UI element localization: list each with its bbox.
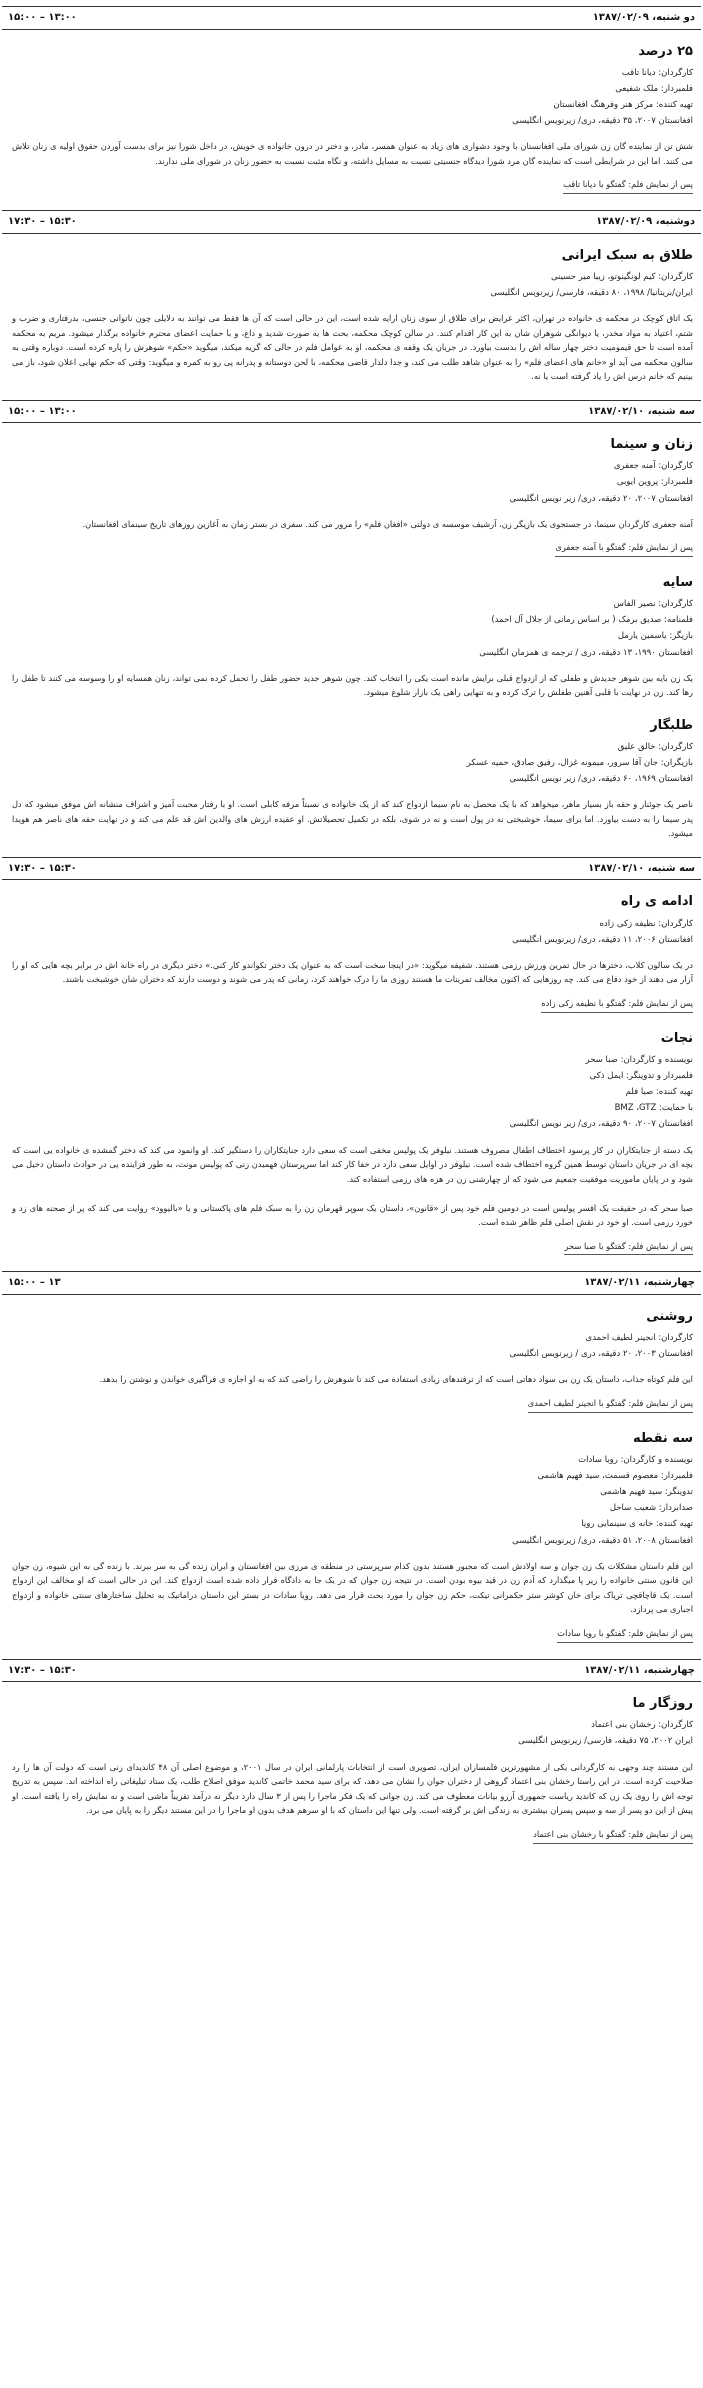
credit-line: فلمنامه: صدیق برمک ( بر اساس رمانی از جلال آل احمد)	[491, 615, 693, 626]
credit-line: افغانستان ۲۰۰۷، ۲۰ دقیقه، دری/ زیر نویس انگلیسی	[509, 493, 693, 504]
film-title: روزگار ما	[632, 1696, 693, 1712]
after-screening-talk: پس از نمایش فلم: گفتگو با رخشان بنی اعتماد	[533, 1828, 693, 1844]
credit-line: با حمایت: BMZ ،GTZ	[614, 1103, 693, 1114]
film-entry	[12, 1694, 693, 1843]
day-date: سه شنبه، ۱۳۸۷/۰۲/۱۰	[588, 405, 695, 417]
film-credits	[12, 739, 693, 787]
film-entry	[12, 42, 693, 195]
film-list	[0, 30, 703, 195]
day-date: سه شنبه، ۱۳۸۷/۰۲/۱۰	[588, 862, 695, 874]
day-header	[2, 210, 701, 234]
after-screening-talk: پس از نمایش فلم: گفتگو با نظیفه زکی زاده	[541, 997, 693, 1013]
film-title: طلبگار	[650, 717, 693, 733]
film-title: روشنی	[646, 1308, 693, 1324]
credit-line: کارگردان: نظیفه زکی زاده	[599, 918, 693, 929]
day-date: دو شنبه، ۱۳۸۷/۰۲/۰۹	[592, 12, 695, 23]
film-title: سایه	[662, 575, 693, 591]
film-synopsis: در یک سالون کلاب، دخترها در حال تمرین ورزش رزمی هستند. شفیقه میگوید: «در اینجا سخت است که به عنوان یک دختر تکواندو کار کنی.» دختر دیگری در راه خانه اش در برابر بچه هایی که او را آزار می دهند از خود دفاع می کند. چه روزهایی که اکنون مخالف تمرینات ما هستند روزی ما را درک خواهند کرد، زمانی که پدر می شوند و دوست دارند که دختران شان خوشبخت باشند.	[12, 959, 693, 985]
credit-line: فلمبردار و تدوینگر: ایمل ذکی	[589, 1070, 693, 1081]
film-list	[0, 1682, 703, 1843]
film-entry	[12, 1429, 693, 1643]
credit-line: کارگردان: آمنه جعفری	[613, 461, 693, 472]
film-entry	[12, 892, 693, 1012]
day-time: ۱۷:۳۰ – ۱۵:۳۰	[8, 1664, 77, 1676]
after-screening-talk: پس از نمایش فلم: گفتگو با رویا سادات	[557, 1627, 693, 1643]
film-entry	[12, 435, 693, 557]
credit-line: افغانستان ۱۹۹۰، ۱۳ دقیقه، دری / ترجمه ی همزمان انگلیسی	[479, 647, 693, 658]
film-synopsis: ناصر یک جوئنار و حقه باز بسیار ماهر، میخواهد که با یک محصل به نام سیما ازدواج کند که از یک خانواده ی نسبتاً مرفه کابلی است. او با رفتار محبت آمیز و اشراف منشانه اش موفق میشود که دل پدر سیما را به دست بیاورد. اما برای سیما، خوشبختی نه در پول است و نه در شوی، بلکه در تکمیل تحصیلاتش. او عقیده ارزش های والدین اش قد علم می کند و در نهایت حقه های ناصر هم هویدا میشود.	[12, 799, 693, 839]
credit-line: تدوینگر: سید فهیم هاشمی	[600, 1487, 693, 1498]
film-credits	[12, 1052, 693, 1133]
credit-line: بازیگر: یاسمین یارمل	[617, 631, 693, 642]
day-header	[2, 6, 701, 30]
credit-line: افغانستان ۱۹۶۹، ۶۰ دقیقه، دری/ زیر نویس انگلیسی	[509, 774, 693, 785]
film-synopsis: این مستند چند وجهی به کارگردانی یکی از مشهورترین فلمسازان ایران، تصویری است از انتخابات پارلمانی ایران در سال ۲۰۰۱، و موضوع اصلی آن ۴۸ کاندیدای زنی است که دولت آن ها را رد صلاحیت کرده است. در این راستا رخشان بنی اعتماد گروهی از دختران جوان را نشان می دهد، که برای سید محمد خاتمی کاندید موفق اصلاح طلب، یک ستاد تبلیغاتی راه انداخته اند. سپس به تدریج توجه اش را روی یک زن که کاندید ریاست جمهوری آرزو بیانات معطوف می کند. زن جوانی که یک فکر ماجرا را پس از ۳ سال دارد دیگر نه درآمد تقریباً ماشی است و نه نمایش راه را یافته است. او پیش از این دو پسر از سه و سپس پسران بیشتری به زندگی اش بر گرفته است. ولی تنها این داستان که با او سرهم هدف بدون او ماجرا را در این مستند دیگر را به پایان می برد.	[12, 1761, 694, 1816]
credit-line: کارگردان: خالق علیق	[617, 741, 693, 752]
film-list	[0, 423, 703, 841]
day-time: ۱۵:۰۰ – ۱۳:۰۰	[8, 12, 77, 23]
film-credits	[12, 596, 693, 661]
credit-line: کارگردان: کیم لونگینوتو، زیبا میر حسینی	[550, 271, 693, 282]
credit-line: نویسنده و کارگردان: رویا سادات	[578, 1454, 693, 1465]
credit-line: ایران ۲۰۰۲، ۷۵ دقیقه، فارسی/ زیرنویس انگلیسی	[518, 1736, 693, 1747]
film-credits	[12, 1717, 693, 1749]
credit-line: افغانستان ۲۰۰۸، ۵۱ دقیقه، دری/ زیرنویس انگلیسی	[512, 1535, 693, 1546]
day-time: ۱۵:۰۰ – ۱۳	[8, 1277, 61, 1289]
film-synopsis: این فلم داستان مشکلات یک زن جوان و سه اولادش است که مجبور هستند بدون کدام سرپرستی در منطقه ی مرزی بین افغانستان و ایران زنده گی به سر ببرند. با زنده گی به این شیوه، زن جوان این قانون سنتی خانواده را زیر پا میگذارد که آدم زن در قید بیوه بودن است. در نتیجه زن جوان که در یک جا به دادگاه قرار داده شده است ازدواج کند. این در حالی است که او مخالف این ازدواج است. یک قاچاقچی تریاک برای خان کوشر ستر حکمرانی تیکت، حکم زن جوان را مورد بحث قرار می دهد. رویا سادات در بستر این داستان دراماتیک به تحلیل ساختارهای سنتی خانواده و ازدواج اجباری می پردازد.	[12, 1560, 693, 1615]
film-synopsis: شش تن از نماینده گان زن شورای ملی افغانستان با وجود دشواری های زیاد به عنوان همسر، مادر، و دختر در درون خانواده ی خویش، در داخل شورا نیز برای بدست آوردن حقوق اولیه ی زنان تلاش می کنند. اما این در شرایطی است که نماینده گان مرد شورا دیدگاه جنسیتی نسبت به مسایل داشته، و نگاه مثبت نسبت به حضور زنان در شورای ملی ندارند.	[12, 141, 693, 166]
film-synopsis: یک زن بایه بین شوهر جدیدش و طفلی که از ازدواج قبلی برایش مانده است یکی را انتخاب کند. چون شوهر جدید حضور طفل را تحمل کرده نمی تواند، زنان همسایه او را وسوسه می کنند تا طفل را رها کند. زن در نهایت با قلبی آهنین طفلش را ترک کرده و به تنهایی راهی یک بازار شلوغ میشود.	[12, 672, 693, 698]
day-section	[0, 857, 703, 1256]
day-section	[0, 1271, 703, 1642]
film-credits	[12, 269, 693, 301]
credit-line: افغانستان ۲۰۰۶، ۱۱ دقیقه، دری/ زیرنویس انگلیسی	[512, 934, 693, 945]
credit-line: صدابردار: شعیب ساحل	[609, 1503, 693, 1514]
day-header	[2, 1271, 701, 1295]
film-credits	[12, 65, 693, 130]
film-credits	[12, 916, 693, 948]
credit-line: ایران/بریتانیا/ ۱۹۹۸، ۸۰ دقیقه، فارسی/ زیرنویس انگلیسی	[490, 287, 693, 298]
film-title: زنان و سینما	[610, 437, 693, 453]
credit-line: کارگردان: رخشان بنی اعتماد	[591, 1720, 693, 1731]
credit-line: کارگردان: نصیر الفاس	[613, 599, 693, 610]
film-list	[0, 1295, 703, 1643]
film-title: ادامه ی راه	[620, 894, 693, 910]
day-time: ۱۵:۰۰ – ۱۳:۰۰	[8, 405, 77, 417]
film-title: طلاق به سبک ایرانی	[561, 247, 693, 263]
day-header	[2, 857, 701, 881]
film-credits	[12, 458, 693, 506]
day-time: ۱۷:۳۰ – ۱۵:۳۰	[8, 216, 77, 228]
credit-line: تهیه کننده: خانه ی سینمایی رویا	[581, 1519, 693, 1530]
day-section	[0, 6, 703, 194]
film-entry	[12, 246, 693, 384]
film-synopsis: یک اتاق کوچک در محکمه ی خانواده در تهران، اکثر عرایض برای طلاق از سوی زنان ارایه شده است، این در حالی است که آن ها فقط می توانند به دلایلی چون ناتوانی جنسی، بدرفتاری و ضرب و شتم، اعتیاد به مواد مخدر، یا دیوانگی شوهران شان به این کار اقدام کنند. در سالن کوچک محکمه، بحث ها به صورت شدید و داغ، و با حمایت اعضای محترم خانواده برگذار میشود. مریم به محکمه آمده است تا حق قیمومیت دختر چهار ساله اش را بدست بیاورد. در جریان یک وقفه ی محکمه، او به عوامل فلم در حالی که گریه میکند، میگوید «حکم» شوهرش را پاره کرده است. دوباره وقتی به سالون محکمه می آید او «خانم های اعضای فلم» را به عنوان شاهد طلب می کند، و جدا دلدار قاضی محکمه، با لحن دوستانه و پدرانه پی رو به کمره و میگوید: وقتی که حکم نهایی اعلان شود، باز می بینیم که خانم درس اش را یاد گرفته است یا نه.	[12, 313, 693, 382]
day-section	[0, 400, 703, 841]
film-entry	[12, 1029, 693, 1256]
film-entry	[12, 573, 693, 700]
day-header	[2, 400, 701, 424]
credit-line: نویسنده و کارگردان: صبا سحر	[585, 1054, 693, 1065]
film-title: ۲۵ درصد	[638, 43, 693, 59]
film-credits	[12, 1330, 693, 1362]
film-title: نجات	[660, 1030, 693, 1046]
credit-line: افغانستان ۲۰۰۷، ۹۰ دقیقه، دری/ زیر نویس انگلیسی	[509, 1119, 693, 1130]
film-list	[0, 234, 703, 384]
credit-line: تهیه کننده: مرکز هنر وفرهنگ افغانستان	[553, 99, 693, 110]
credit-line: بازیگران: جان آقا سرور، میمونه غزال، رفیق صادق، حمیه عسکر	[466, 758, 693, 769]
day-section	[0, 1659, 703, 1844]
film-synopsis: این فلم کوتاه جذاب، داستان یک زن بی سواد دهاتی است که از ترفندهای زیادی استفاده می کند تا شوهرش را راضی کند که به او اجازه ی فراگیری خواندن و نوشتن را بدهد.	[99, 1374, 693, 1385]
film-entry	[12, 716, 693, 841]
day-section	[0, 210, 703, 384]
credit-line: تهیه کننده: صبا فلم	[625, 1087, 693, 1098]
film-synopsis: یک دسته از جنایتکاران در کار پرسود اختطاف اطفال مصروف هستند. نیلوفر یک پولیس مخفی است که سعی دارد جنایتکاران را دستگیر کند. او وانمود می کند که دختر گمشده ی خانواده یی است که بچه ای در جریان داستان توسط همین گروه اختطاف شده است. نیلوفر در اوایل سعی دارد در خفا کار کند اما سرپرستان فهمیدن زنی که پولیس مونث، به طور فزاینده یی در حوادث داستان دخیل می شود و در پایان ماموریت موفقیت جمعیم می شود که از چهارشنی زن در هزه های رزمی استفاده کند. صبا سحر که در حقیقت یک افسر پولیس است در دومین فلم خود پس از «قانون»، داستان یک سوپر قهرمان زن را به سبک فلم های پاکستانی و یا «بالیوود» روایت می کند که پر از صحنه های زد و خورد رزمی است. او خود در نقش اصلی فلم ظاهر شده است.	[12, 1144, 693, 1228]
after-screening-talk: پس از نمایش فلم: گفتگو با انجینر لطیف احمدی	[528, 1397, 693, 1413]
after-screening-talk: پس از نمایش فلم: گفتگو با دیانا تاقب	[563, 178, 693, 194]
credit-line: فلمبردار: ملک شفیعی	[615, 83, 693, 94]
day-header	[2, 1659, 701, 1683]
credit-line: افغانستان ۲۰۰۳، ۲۰ دقیقه، دری / زیرنویس انگلیسی	[509, 1349, 693, 1360]
day-time: ۱۷:۳۰ – ۱۵:۳۰	[8, 862, 77, 874]
film-credits	[12, 1452, 693, 1549]
credit-line: کارگردان: انجینر لطیف احمدی	[585, 1333, 693, 1344]
film-title: سه نقطه	[633, 1430, 693, 1446]
credit-line: فلمبردار: معصوم قسمت، سید فهیم هاشمی	[537, 1471, 693, 1482]
after-screening-talk: پس از نمایش فلم: گفتگو با آمنه جعفری	[555, 541, 693, 557]
after-screening-talk: پس از نمایش فلم: گفتگو با صبا سحر	[564, 1240, 693, 1256]
credit-line: کارگردان: دیانا تاقب	[621, 67, 693, 78]
day-date: دوشنبه، ۱۳۸۷/۰۲/۰۹	[596, 216, 695, 228]
credit-line: افغانستان ۲۰۰۷، ۳۵ دقیقه، دری/ زیرنویس انگلیسی	[512, 116, 693, 127]
day-date: چهارشنبه، ۱۳۸۷/۰۲/۱۱	[584, 1664, 695, 1676]
credit-line: فلمبردار: پروین ایوبی	[616, 477, 693, 488]
film-list	[0, 880, 703, 1255]
day-date: چهارشنبه، ۱۳۸۷/۰۲/۱۱	[584, 1277, 695, 1289]
film-synopsis: آمنه جعفری کارگردان سینما، در جستجوی یک بازیگر زن، آرشیف موسسه ی دولتی «افغان فلم» را مرور می کند. سفری در بستر زمان به آغازین روزهای تاریخ سینمای افغانستان.	[82, 518, 693, 529]
film-entry	[12, 1307, 693, 1413]
